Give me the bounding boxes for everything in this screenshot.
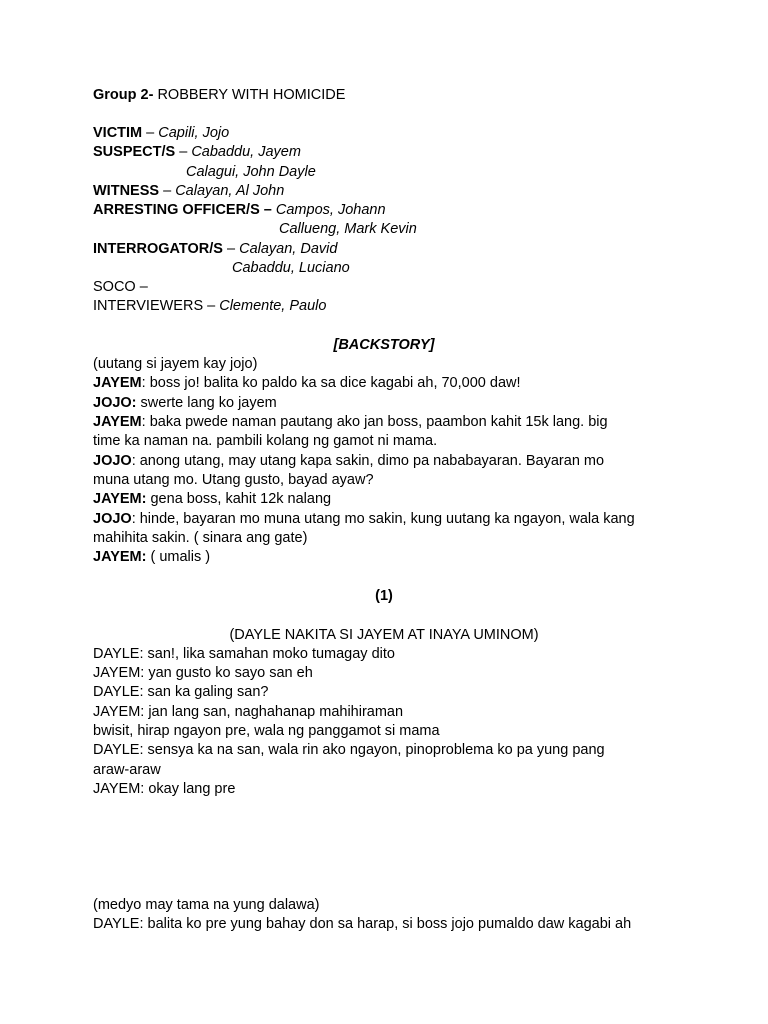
interviewers-label: INTERVIEWERS <box>93 298 204 314</box>
speaker-name: JOJO: <box>93 395 137 411</box>
script-line <box>93 548 210 567</box>
speaker-name: JAYEM: <box>93 491 147 507</box>
dialogue-text: time ka naman na. pambili kolang ng gamot ni mama. <box>93 433 438 449</box>
script-line <box>93 452 604 471</box>
dialogue-text: : anong utang, may utang kapa sakin, dimo pa nababayaran. Bayaran mo <box>131 453 605 469</box>
interviewer-name: Clemente, Paulo <box>219 298 327 314</box>
script-line: JAYEM: yan gusto ko sayo san eh <box>93 665 313 681</box>
speaker-name: JOJO <box>93 511 132 527</box>
dialogue-text: : hinde, bayaran mo muna utang mo sakin, kung uutang ka ngayon, wala kang <box>131 511 635 527</box>
victim-name: Capili, Jojo <box>158 125 230 141</box>
backstory-heading: [BACKSTORY] <box>333 337 435 353</box>
script-line <box>93 374 521 393</box>
script-line: JAYEM: jan lang san, naghahanap mahihiraman <box>93 704 404 720</box>
scene-number: (1) <box>375 588 393 604</box>
witness-line <box>93 182 284 201</box>
victim-line <box>93 124 229 143</box>
script-line <box>93 355 257 374</box>
case-title: ROBBERY WITH HOMICIDE <box>153 87 346 103</box>
script-line <box>93 394 277 413</box>
interrogators-line <box>93 240 337 259</box>
speaker-name: JAYEM: <box>93 549 147 565</box>
soco-line: SOCO – <box>93 279 148 295</box>
dialogue-text: : baka pwede naman pautang ako jan boss, paambon kahit 15k lang. big <box>141 414 608 430</box>
suspects-line <box>93 143 301 162</box>
arresting-officer-name: Campos, Johann <box>275 202 386 218</box>
script-line: araw-araw <box>93 762 161 778</box>
arresting-officers-label: ARRESTING OFFICER/S – <box>93 202 272 218</box>
dialogue-text: swerte lang ko jayem <box>136 395 277 411</box>
separator: – <box>222 241 240 257</box>
separator: – <box>142 125 159 141</box>
dialogue-text: (uutang si jayem kay jojo) <box>93 356 258 372</box>
script-line <box>93 413 608 432</box>
suspects-label: SUSPECT/S <box>93 144 176 160</box>
script-line <box>93 529 307 548</box>
dialogue-text: ( umalis ) <box>146 549 211 565</box>
speaker-name: JOJO <box>93 453 132 469</box>
witness-label: WITNESS <box>93 183 160 199</box>
dialogue-text: muna utang mo. Utang gusto, bayad ayaw? <box>93 472 374 488</box>
stage-direction: (DAYLE NAKITA SI JAYEM AT INAYA UMINOM) <box>229 627 539 643</box>
victim-label: VICTIM <box>93 125 143 141</box>
separator: – <box>159 183 176 199</box>
interrogators-label: INTERROGATOR/S <box>93 241 223 257</box>
interrogator-name: Calayan, David <box>239 241 338 257</box>
script-line: JAYEM: okay lang pre <box>93 781 236 797</box>
suspect-name: Cabaddu, Jayem <box>191 144 301 160</box>
speaker-name: JAYEM <box>93 375 142 391</box>
interrogator-name: Cabaddu, Luciano <box>232 260 350 276</box>
script-line <box>93 432 437 451</box>
script-line: bwisit, hirap ngayon pre, wala ng panggamot si mama <box>93 723 440 739</box>
arresting-officer-name: Callueng, Mark Kevin <box>279 221 417 237</box>
script-line: DAYLE: san ka galing san? <box>93 684 269 700</box>
interviewers-line <box>93 297 326 316</box>
arresting-officers-line <box>93 201 386 220</box>
separator: – <box>203 298 220 314</box>
script-line: DAYLE: san!, lika samahan moko tumagay dito <box>93 646 395 662</box>
suspect-name: Calagui, John Dayle <box>186 164 316 180</box>
script-line: DAYLE: balita ko pre yung bahay don sa harap, si boss jojo pumaldo daw kagabi ah <box>93 916 632 932</box>
script-line <box>93 471 374 490</box>
speaker-name: JAYEM <box>93 414 142 430</box>
dialogue-text: gena boss, kahit 12k nalang <box>146 491 332 507</box>
document-title <box>93 86 345 105</box>
separator: – <box>175 144 192 160</box>
dialogue-text: : boss jo! balita ko paldo ka sa dice kagabi ah, 70,000 daw! <box>141 375 521 391</box>
dialogue-text: mahihita sakin. ( sinara ang gate) <box>93 530 308 546</box>
witness-name: Calayan, Al John <box>175 183 285 199</box>
stage-direction: (medyo may tama na yung dalawa) <box>93 897 320 913</box>
script-line: DAYLE: sensya ka na san, wala rin ako ngayon, pinoproblema ko pa yung pang <box>93 742 605 758</box>
script-line <box>93 490 331 509</box>
script-line <box>93 510 635 529</box>
group-label: Group 2- <box>93 87 154 103</box>
